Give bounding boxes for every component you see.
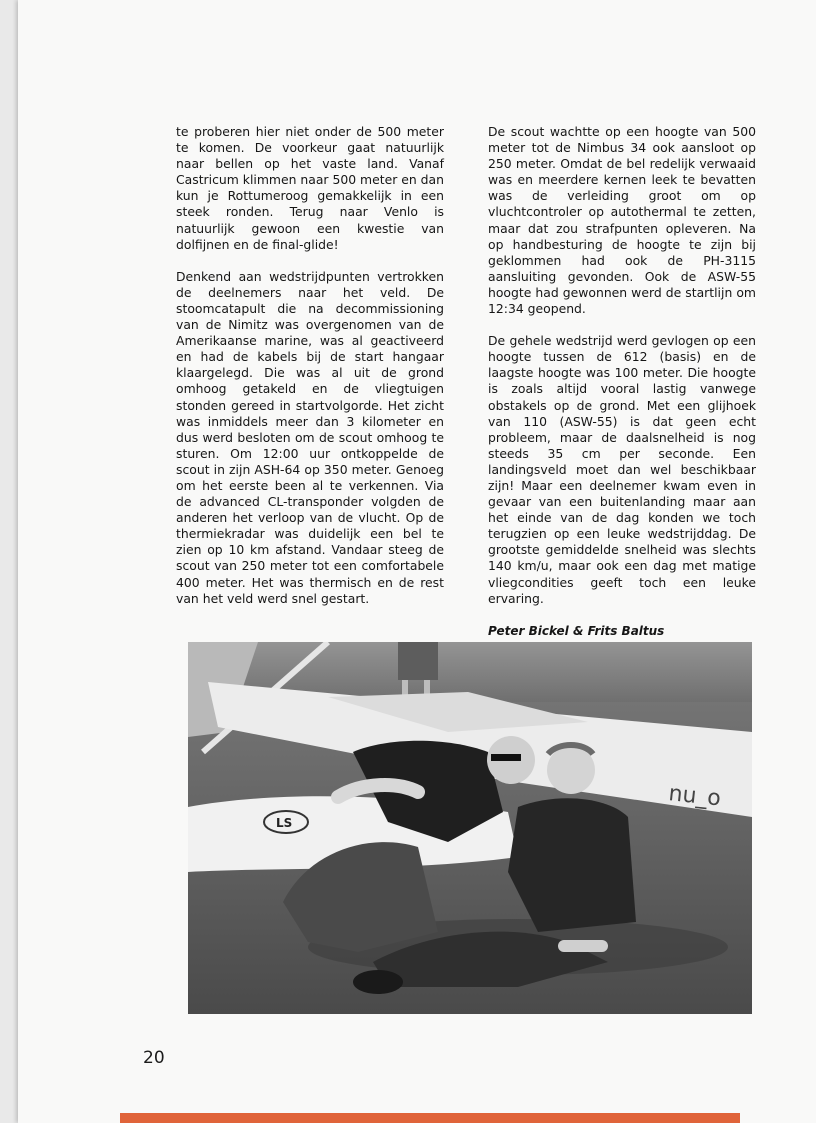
photo-illustration	[188, 642, 752, 1014]
paragraph: De gehele wedstrijd werd gevlogen op een hoogte tussen de 612 (basis) en de laagste hoogte was 100 meter. Die hoogte is zoals altijd vooral lastig vanwege obstakels op de grond. Met een glijhoek van 110 (ASW-55) is dat geen echt probleem, maar de daalsnelheid is nog steeds 35 cm per seconde. Een landingsveld moet dan wel beschikbaar zijn! Maar een deelnemer kwam even in gevaar van een buitenlanding maar aan het einde van de dag konden we toch terugzien op een leuke wedstrijddag. De grootste gemiddelde snelheid was slechts 140 km/u, maar ook een dag met matige vliegcondities geeft toch een leuke ervaring.	[488, 333, 756, 606]
paragraph: Denkend aan wedstrijdpunten vertrokken de deelnemers naar het veld. De stoomcatapult die na decommissioning van de Nimitz was overgenomen van de Amerikaanse marine, was al geactiveerd en had de kabels bij de start hangaar klaargelegd. Die was al uit de grond omhoog getakeld en de vliegtuigen stonden gereed in startvolgorde. Het zicht was inmiddels meer dan 3 kilometer en dus werd besloten om de scout omhoog te sturen. Om 12:00 uur ontkoppelde de scout in zijn ASH-64 op 350 meter. Genoeg om het eerste been al te verkennen. Via de advanced CL-transponder volgden de anderen het verloop van de vlucht. Op de thermiekradar was duidelijk een bel te zien op 10 km afstand. Vandaar steeg de scout van 250 meter tot een comfortabele 400 meter. Het was thermisch en de rest van het veld werd snel gestart.	[176, 268, 444, 606]
glider-pilots-photo	[188, 642, 752, 1014]
author-byline: Peter Bickel & Frits Baltus	[488, 623, 665, 638]
pilot-two-head	[547, 746, 595, 794]
paragraph: te proberen hier niet onder de 500 meter te komen. De voorkeur gaat natuurlijk naar bellen op het vaste land. Vanaf Castricum klimmen naar 500 meter en dan kun je Rottumeroog gemakkelijk in een steek ronden. Terug naar Venlo is natuurlijk gewoon een kwestie van dolfijnen en de final-glide!	[176, 124, 444, 252]
bystander-shorts	[398, 642, 438, 680]
paragraph: De scout wachtte op een hoogte van 500 meter tot de Nimbus 34 ook aansloot op 250 meter. Omdat de bel redelijk verwaaid was en meerdere kernen leek te bevatten was de verleiding groot om op vluchtcontroler op autothermal te zetten, maar dat zou strafpunten opleveren. Na op handbesturing de hoogte te zijn bij geklommen had ook de PH-3115 aansluiting gevonden. Ook de ASW-55 hoogte had gewonnen werd de startlijn om 12:34 geopend.	[488, 124, 756, 317]
left-text-column	[176, 124, 444, 623]
wing-marking-text: nu_o	[667, 781, 723, 812]
page-number: 20	[143, 1048, 165, 1068]
right-text-column	[488, 124, 756, 655]
fuselage-badge-text: LS	[276, 816, 293, 830]
orange-edge-strip	[120, 1113, 740, 1123]
